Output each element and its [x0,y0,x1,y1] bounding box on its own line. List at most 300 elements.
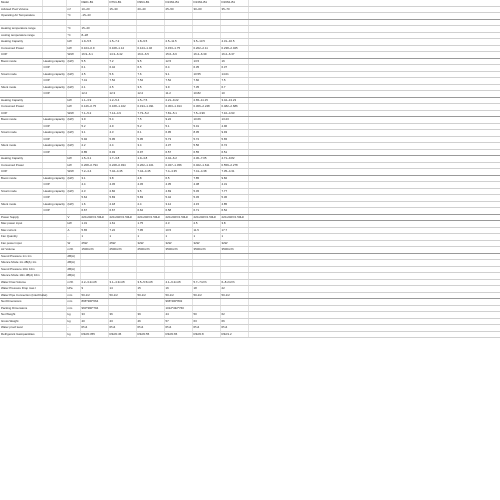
model-value-cell: 0.482~2.686 [220,104,248,111]
row-sublabel: Heating capacity [43,117,65,122]
model-value-cell: 63 [192,318,220,325]
row-sublabel: Heating capacity [43,188,65,193]
model-value-cell: 0.303~1.914 [164,104,192,111]
model-value-cell: 16 [164,286,192,293]
row-label: Heating Capacity [0,97,42,104]
model-value-cell: 2.4 [136,201,164,208]
model-value-cell: 1.8~9.5 [136,39,164,46]
model-value-cell: 6.42 [108,65,136,72]
row-unit: A [66,227,80,234]
row-label: Net Dimensions [0,299,42,306]
model-value-cell: 4.71~9.82 [220,156,248,163]
row-unit: kW [66,162,80,169]
model-value-cell: 4.3 [108,130,136,137]
model-value-cell: 50-1/2 [108,292,136,299]
model-value-cell: IPx4 [220,325,248,332]
model-value-cell: 16.4~6.39 [192,52,220,59]
model-value-cell: 7.77 [220,188,248,195]
row-unit: dB(A) [66,273,80,280]
model-value-cell: R32/0.8 [192,331,220,338]
row-unit: - [66,234,80,241]
row-label: Smart mode [0,71,42,78]
model-value-cell: 7.95 [136,227,164,234]
model-value-cell: 50-1/2 [136,292,164,299]
row-unit: (kW) [66,71,80,78]
model-value-cell: 6.85 [80,149,108,156]
model-value-cell: 7.2~4.4 [80,169,108,176]
row-sublabel: Heating capacity [43,201,65,206]
model-value-cell: 9.22 [164,117,192,124]
model-value-cell: 2.65~11.15 [192,97,220,104]
model-value-cell: IPx4 [164,325,192,332]
model-value-cell: 3.9 [80,117,108,124]
row-label: Net Weight [0,312,42,319]
model-value-cell: 220-240V/1 50Hz [192,214,220,221]
row-label: Smart mode [0,130,42,137]
model-value-cell: 1 [80,234,108,241]
row-unit: m³ [66,6,80,13]
row-unit: dB(A) [66,253,80,260]
row-label: Water Flow Volume [0,279,42,286]
model-value-cell: D7N1-B1 [108,0,136,6]
model-value-cell: 1500m³/h [80,247,108,254]
model-value-cell: IPx4 [192,325,220,332]
model-value-cell: 220-240V/1 50Hz [164,214,192,221]
model-value-cell: 3.12 [164,201,192,208]
table-row [0,331,500,338]
model-value-cell: 3500m³/h [164,247,192,254]
model-value-cell: 7.10~4.93 [220,110,248,117]
row-unit: (kW) [66,188,80,195]
row-unit: (kW) [66,117,80,124]
row-sublabel: COP [42,65,66,72]
model-value-cell: 220-240V/1 50Hz [108,214,136,221]
model-value-cell: 11.2 [164,91,192,98]
model-value-cell: 996*400*802 [164,299,192,306]
row-unit: kW [66,39,80,46]
model-value-cell: 7.52 [108,78,136,85]
model-value-cell: 6.1 [136,130,164,137]
model-value-cell: 2.3 [80,188,108,195]
row-unit: mm [66,305,80,312]
model-value-cell: 2.21~9.22 [164,97,192,104]
model-value-cell: 6.95 [164,130,192,137]
model-value-cell: 4.9 [108,123,136,130]
row-label: Power Supply [0,214,42,221]
model-value-cell: 6.97 [136,149,164,156]
model-value-cell: 2.30~7.05 [192,156,220,163]
row-unit: (kW) [66,175,80,182]
model-value-cell: 35~70 [220,6,248,13]
model-value-cell: 0.168~1.102 [108,104,136,111]
model-value-cell: 10 [220,91,248,98]
model-value-cell: 6~8.2m³/h [220,279,248,286]
model-value-cell: 0.228~0.934 [108,162,136,169]
model-value-cell: 3.5~5.5m³/h [136,279,164,286]
model-value-cell: 5.4 [108,117,136,124]
model-value-cell: 3.42~13.23 [220,97,248,104]
model-value-cell: 5.45 [192,188,220,195]
model-value-cell: 43 [108,318,136,325]
model-value-cell: 220-240V/1 50Hz [220,214,248,221]
model-value-cell: DE01-B1 [80,0,108,6]
row-unit: kPa [66,286,80,293]
model-value-cell: 66 [220,318,248,325]
row-label: Sound Pressure 10m 10m [0,266,42,273]
row-label: Gross Weight [0,318,42,325]
model-value-cell: 16.9~6.1 [80,52,108,59]
model-value-cell: 18 [192,286,220,293]
row-label: Water Pipe Connection (Inlet/Outlet) [1,292,48,297]
model-value-cell: 1 [136,234,164,241]
row-label: Silence Mode 1m dB(A) 1m [0,260,42,267]
model-value-cell: 0.208~0.794 [80,162,108,169]
row-label: Sound Pressure 1m 1m [0,253,42,260]
row-label: Consumed Power [0,162,42,169]
row-label: Silence Mode 10m dB(A) 10m [0,273,42,280]
model-value-cell: 2500m³/h [108,247,136,254]
row-unit: °C [66,26,80,33]
row-sublabel: COP [42,149,66,156]
model-value-cell: 33 [80,312,108,319]
model-value-cell: 5.36 [220,195,248,202]
model-value-cell: 32W [192,240,220,247]
model-value-cell: 4.85 [220,201,248,208]
model-value-cell: 7.52 [164,78,192,85]
row-label: COP [0,169,42,176]
model-value-cell: 6.55 [192,149,220,156]
model-value-cell: 220-240V/1 50Hz [136,214,164,221]
model-value-cell: 5.95 [136,136,164,143]
model-value-cell: 5.1 [164,123,192,130]
model-value-cell: 30~60 [192,6,220,13]
model-value-cell: 2.5 [108,84,136,91]
row-unit: kW [66,156,80,163]
model-value-cell: 2.1 [80,84,108,91]
model-value-cell: 1.5~3.1 [80,156,108,163]
row-label: Refrigerant Gas/quantities [0,331,42,338]
row-label: Silent mode [0,201,42,208]
model-value-cell: 4.37 [164,143,192,150]
model-value-cell: 4.96 [220,123,248,130]
row-sublabel: COP [42,123,66,130]
row-label: cooling temperature range [0,32,42,39]
model-value-cell: 12.2 [136,91,164,98]
model-value-cell: 7.41~4.38 [192,169,220,176]
model-value-cell: 0.126~0.75 [80,104,108,111]
row-label: COP [0,52,42,59]
row-unit: dB(A) [66,266,80,273]
model-value-cell: 40 [80,318,108,325]
model-value-cell: 3.8 [108,175,136,182]
row-sublabel [42,331,66,338]
model-value-cell: 2.18 [108,201,136,208]
model-value-cell: 220-240V/1 50Hz [80,214,108,221]
model-value-cell: 0.202~2.11 [192,45,220,52]
model-value-cell: 2.5~11.5 [164,39,192,46]
model-value-cell: 3.1 [80,130,108,137]
model-value-cell: 10.55 [192,71,220,78]
model-value-cell: 5.64 [80,195,108,202]
model-value-cell: 5.92 [80,136,108,143]
row-sublabel: Heating capacity [43,143,65,148]
row-label: Air Volume [0,247,42,254]
model-value-cell: 17.7 [220,227,248,234]
model-value-cell: 2500m³/h [136,247,164,254]
row-label: Heating temperature range [0,26,42,33]
model-value-cell: 7.44~4.45 [136,169,164,176]
row-label: COP [0,110,42,117]
model-value-cell: 3500m³/h [192,247,220,254]
model-value-cell: 0.402~1.611 [192,162,220,169]
model-value-cell: 7.85 [192,175,220,182]
model-value-cell: 0.327~1.456 [164,162,192,169]
model-value-cell: R32/0.55 [136,331,164,338]
row-unit: mm [66,299,80,306]
row-sublabel: Heating capacity [43,84,65,89]
model-value-cell: 1.6 [80,201,108,208]
model-value-cell: 8.05 [192,130,220,137]
model-value-cell: 15~30 [108,6,136,13]
model-value-cell: 7.2 [108,58,136,65]
row-unit: kW [66,221,80,228]
model-value-cell: IPx4 [136,325,164,332]
model-value-cell: 3.5~13.5 [192,39,220,46]
row-sublabel: Heating capacity [43,58,65,63]
model-value-cell: 6.57 [164,149,192,156]
model-value-cell: 10.82 [192,91,220,98]
row-sublabel: COP [42,208,66,215]
model-value-cell: 39 [136,312,164,319]
model-value-cell: 14.01 [220,71,248,78]
model-value-cell: 15~40 [80,26,108,33]
model-value-cell: R32/1.2 [220,331,248,338]
model-value-cell: 1.9~4.8 [136,156,164,163]
model-value-cell: 8~28 [80,32,108,39]
model-value-cell: 3.5 [136,84,164,91]
model-value-cell: 3.8 [220,221,248,228]
model-value-cell: 62 [220,312,248,319]
model-value-cell: 0.306~2.248 [192,104,220,111]
model-value-cell: 6.4 [164,65,192,72]
model-value-cell: 5.6 [108,71,136,78]
row-unit: V [66,214,80,221]
model-value-cell: 5.56 [192,143,220,150]
model-value-cell: 9.1 [164,71,192,78]
model-value-cell: 4.5 [80,71,108,78]
model-value-cell: 15 [136,286,164,293]
model-value-cell: 16.2~6.37 [220,52,248,59]
model-value-cell: 5.2 [80,123,108,130]
model-value-cell: 1.5~7.5 [136,97,164,104]
row-label: Heating Capacity [0,156,42,163]
model-value-cell: 7.22 [108,227,136,234]
row-label: Fan power input [0,240,42,247]
model-value-cell: 6.35 [192,65,220,72]
model-value-cell: 9.82 [220,175,248,182]
model-value-cell: 7.42~4.45 [108,169,136,176]
model-value-cell: 7.52 [136,78,164,85]
row-label: Fan Quantity [0,234,42,241]
model-value-cell: 6.5 [136,65,164,72]
model-value-cell: D13N1-B1 [192,0,220,6]
model-value-cell: 3.1~4.3m³/h [108,279,136,286]
model-value-cell: 14 [108,286,136,293]
model-value-cell: D16N1-B1 [220,0,248,6]
row-label: Silent mode [0,143,42,150]
model-value-cell: 2.2 [80,143,108,150]
model-value-cell: 25W [108,240,136,247]
model-value-cell: 5.45 [192,195,220,202]
model-value-cell: 2.3 [164,221,192,228]
model-value-cell: 3.9 [164,84,192,91]
row-label: Consumed Power [0,104,42,111]
model-value-cell: 15.6~6.6 [164,52,192,59]
model-value-cell: 0.104~0.9 [80,45,108,52]
model-value-cell: IPx4 [80,325,108,332]
row-unit: °C [66,32,80,39]
model-value-cell: D13N1-B1 [164,0,192,6]
model-value-cell: 25W [80,240,108,247]
model-value-cell: 0.238~2.025 [220,45,248,52]
row-unit: (kW) [66,58,80,65]
row-label: Silent mode [0,84,42,91]
model-value-cell: -15~43 [80,13,108,20]
model-value-cell: 1.61 [108,221,136,228]
row-label: Packing Dimensions [0,305,42,312]
model-value-cell: 50-1/2 [164,292,192,299]
model-value-cell: 7.73~5.2 [136,110,164,117]
model-value-cell: 32W [164,240,192,247]
model-value-cell: 7.60 [192,78,220,85]
model-value-cell: 6.67 [108,208,136,215]
row-unit: mm [66,292,80,299]
row-unit: m³/h [66,247,80,254]
model-value-cell: 0.124~1.46 [136,45,164,52]
row-unit: kW [66,104,80,111]
model-value-cell: 9.93 [220,130,248,137]
row-unit: °C [66,13,80,20]
row-label: Max current [0,227,42,234]
model-value-cell: 3.5 [136,188,164,195]
row-sublabel: COP [42,182,66,189]
model-value-cell: 6.5 [164,175,192,182]
row-unit: m³/h [66,279,80,286]
row-label: Advised Pool Volume [0,6,42,13]
model-value-cell: 6.71 [192,208,220,215]
model-value-cell: 6.52 [220,208,248,215]
model-value-cell: 10.5 [164,227,192,234]
model-value-cell: R32/0.65 [164,331,192,338]
model-value-cell: 4.45 [108,182,136,189]
row-unit: kW [66,45,80,52]
model-value-cell: 5.83 [108,195,136,202]
model-value-cell: 3.4 [136,143,164,150]
model-value-cell: 0.559~2.278 [220,162,248,169]
model-value-cell: 10~20 [80,6,108,13]
row-unit: dB(A) [66,260,80,267]
model-value-cell: 6.51 [220,149,248,156]
model-value-cell: 4.45 [136,182,164,189]
model-value-cell: 1.2~5.4 [108,97,136,104]
model-value-cell: 5.5 [80,58,108,65]
model-value-cell: 11.5 [192,227,220,234]
model-value-cell: 50-1/2 [220,292,248,299]
model-value-cell: 7.5 [136,117,164,124]
model-value-cell: 1.1~3.9 [80,97,108,104]
model-value-cell: 1012*432*760 [164,305,192,312]
model-value-cell: 7.81~5.1 [164,110,192,117]
model-value-cell: 2.2~3.2m³/h [80,279,108,286]
row-label: Max power input [0,221,42,228]
row-label: Consumed Power [0,45,42,52]
model-value-cell: 7.1~5.2 [80,110,108,117]
model-value-cell: 4.15 [192,201,220,208]
row-unit: W/W [66,110,80,117]
model-value-cell: 4.31~16.5 [220,39,248,46]
model-value-cell: 6.37 [220,65,248,72]
model-value-cell: 5.65 [80,227,108,234]
model-value-cell: 4.8 [136,175,164,182]
row-unit: (kW) [66,201,80,208]
model-value-cell: 1.75 [136,221,164,228]
model-value-cell: 10.66 [192,117,220,124]
model-value-cell: 32W [136,240,164,247]
model-value-cell: R32/0.45 [108,331,136,338]
model-value-cell: 6.72 [220,143,248,150]
model-value-cell: 16 [220,58,248,65]
model-value-cell: 896*300*664 [80,299,108,306]
row-sublabel: Heating capacity [43,71,65,76]
row-sublabel: Heating capacity [43,175,65,180]
model-value-cell: 7.35 [192,84,220,91]
model-value-cell: 3.1 [80,175,108,182]
model-value-cell: 2.5 [192,221,220,228]
row-label: Boost mode [0,175,42,182]
row-label: Boost mode [0,117,42,124]
model-value-cell: 36 [108,312,136,319]
model-value-cell: 7.6 [136,71,164,78]
model-value-cell: 4.35 [164,182,192,189]
model-value-cell: 16.0~6.5 [136,52,164,59]
model-value-cell: 1 [108,234,136,241]
row-unit: kg [66,312,80,319]
model-value-cell: 50-1/2 [192,292,220,299]
model-value-cell: 5.01 [192,123,220,130]
row-label: Operating Air Temperature [0,13,42,20]
model-value-cell: 4.4 [80,182,108,189]
model-value-cell: 1.31 [80,221,108,228]
row-unit: kg [66,318,80,325]
row-label: Model [0,0,42,6]
model-value-cell: 5.83 [136,195,164,202]
model-value-cell: 20~40 [136,6,164,13]
model-value-cell: 12.3 [108,91,136,98]
model-value-cell: D9N1-B1 [136,0,164,6]
row-unit: W/W [66,169,80,176]
model-value-cell: R32/0.355 [80,331,108,338]
row-unit: kg [66,331,80,338]
row-label: Heating Capacity [0,39,42,46]
model-value-cell: 13.5 [192,58,220,65]
model-value-cell: 1.7~3.8 [108,156,136,163]
model-value-cell: 50 [192,312,220,319]
trailing-cell [248,331,500,338]
row-unit: - [66,325,80,332]
model-value-cell: 6.1 [80,65,108,72]
model-value-cell: 2.82 [108,188,136,195]
model-value-cell: 13.23 [220,117,248,124]
